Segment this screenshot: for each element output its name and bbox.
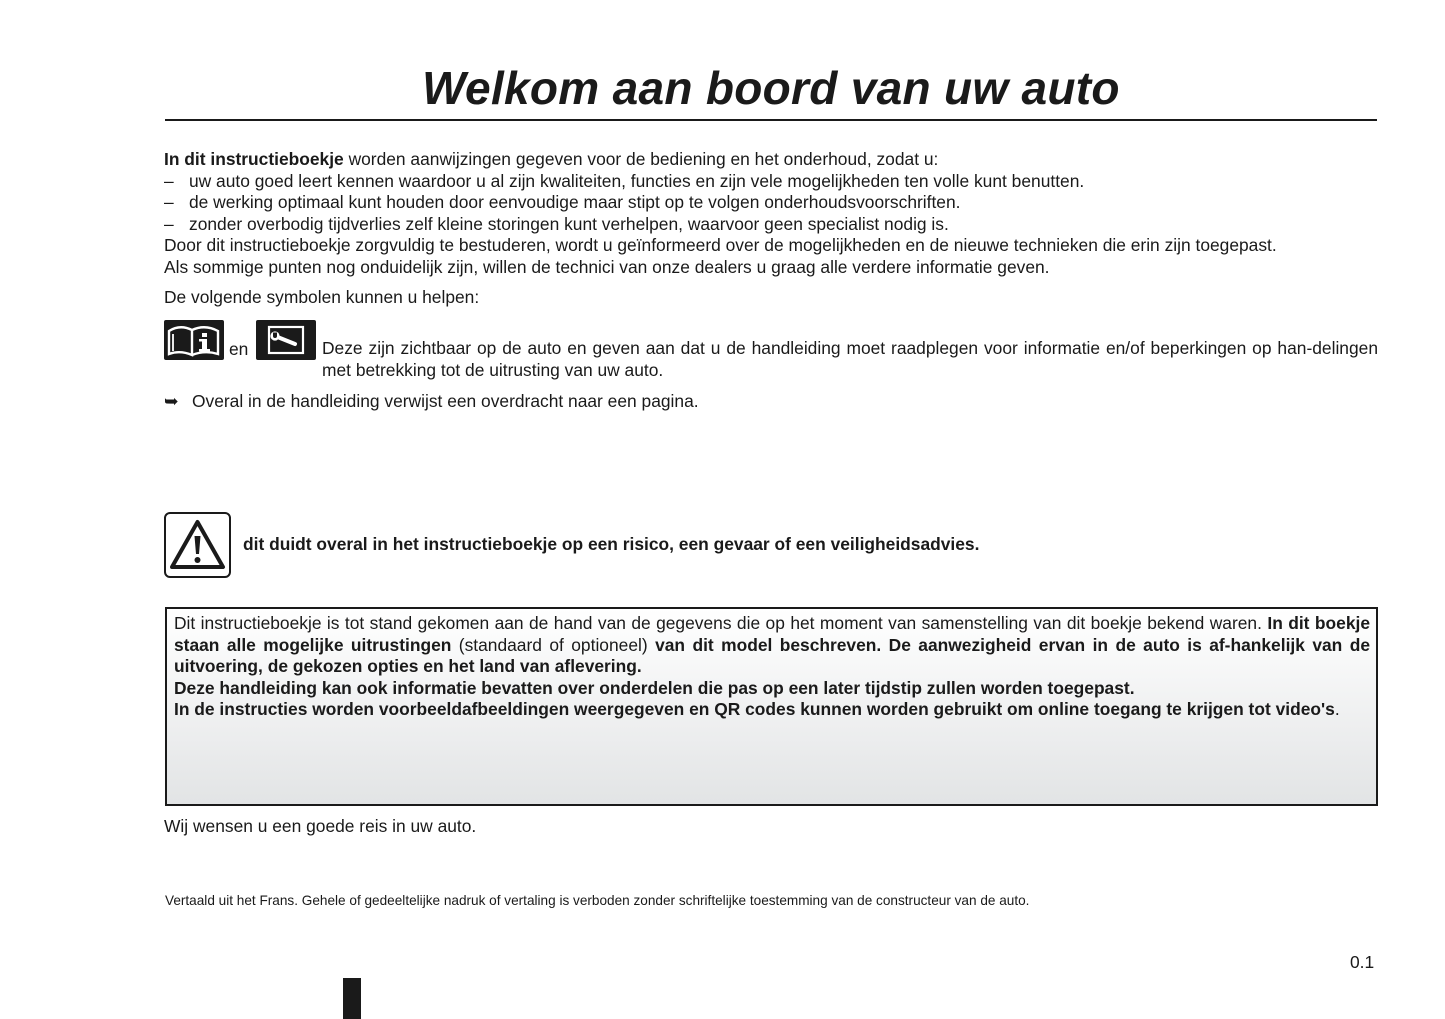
notice-paragraph-2 bbox=[174, 678, 1370, 700]
page-title: Welkom aan boord van uw auto bbox=[422, 62, 1120, 114]
page-reference-text: Overal in de handleiding verwijst een overdracht naar een pagina. bbox=[192, 391, 699, 411]
book-info-icon bbox=[164, 320, 224, 360]
list-item bbox=[164, 192, 1380, 214]
intro-section bbox=[164, 149, 1380, 278]
intro-lead-rest: worden aanwijzingen gegeven voor de bediening en het onderhoud, zodat u: bbox=[343, 149, 939, 169]
dash-marker: – bbox=[164, 213, 174, 234]
bullet-text: de werking optimaal kunt houden door eenvoudige maar stipt op te volgen onderhoudsvoorschriften. bbox=[189, 192, 961, 212]
symbols-connector: en bbox=[229, 339, 249, 359]
dash-marker: – bbox=[164, 170, 174, 191]
notice-bold-text: van dit model beschreven. De aanwezigheid ervan in de auto is af-hankelijk van de uitvoering, de gekozen opties en het land van aflevering. bbox=[174, 634, 1370, 676]
arrow-icon: ➥ bbox=[164, 391, 179, 411]
closing-wish: Wij wensen u een goede reis in uw auto. bbox=[164, 816, 477, 836]
title-divider bbox=[165, 119, 1377, 121]
notice-text: (standaard of optioneel) bbox=[451, 634, 656, 655]
intro-line-1: Door dit instructieboekje zorgvuldig te bestuderen, wordt u geïnformeerd over de mogelijkheden en de nieuwe technieken die erin zijn toegepast. bbox=[164, 235, 1277, 255]
notice-box bbox=[165, 607, 1378, 806]
notice-bold-text: In dit boekje staan alle mogelijke uitrustingen bbox=[174, 613, 1370, 655]
section-thumb-tab bbox=[343, 978, 361, 1019]
bullet-text: uw auto goed leert kennen waardoor u al zijn kwaliteiten, functies en zijn vele mogelijkheden ten volle kunt benutten. bbox=[189, 170, 1085, 191]
symbols-intro: De volgende symbolen kunnen u helpen: bbox=[164, 287, 480, 307]
symbols-description: Deze zijn zichtbaar op de auto en geven aan dat u de handleiding moet raadplegen voor informatie en/of beperkingen op han-delingen met betrekking tot de uitrusting van uw auto. bbox=[322, 338, 1378, 380]
warning-triangle-icon bbox=[164, 512, 231, 578]
notice-paragraph-3 bbox=[174, 699, 1370, 721]
notice-paragraph-1 bbox=[174, 613, 1370, 678]
bullet-text: zonder overbodig tijdverlies zelf kleine storingen kunt verhelpen, waarvoor geen specialist nodig is. bbox=[189, 213, 949, 234]
list-item bbox=[164, 214, 1380, 236]
intro-line-2: Als sommige punten nog onduidelijk zijn, willen de technici van onze dealers u graag alle verdere informatie geven. bbox=[164, 256, 1050, 277]
wrench-icon bbox=[256, 320, 316, 360]
page-number: 0.1 bbox=[1350, 952, 1375, 972]
page-reference-note bbox=[164, 391, 699, 413]
symbols-row bbox=[164, 320, 1380, 380]
intro-lead-bold: In dit instructieboekje bbox=[164, 149, 344, 169]
intro-lead bbox=[164, 149, 1380, 171]
list-item bbox=[164, 171, 1380, 193]
warning-text: dit duidt overal in het instructieboekje op een risico, een gevaar of een veiligheidsadvies. bbox=[243, 534, 980, 554]
translation-footnote: Vertaald uit het Frans. Gehele of gedeeltelijke nadruk of vertaling is verboden zonder schriftelijke toestemming van de constructeur van de auto. bbox=[165, 893, 1030, 908]
notice-text: . bbox=[1334, 699, 1340, 719]
notice-bold-text: In de instructies worden voorbeeldafbeeldingen weergegeven en QR codes kunnen worden gebruikt om online toegang te krijgen tot video's bbox=[174, 699, 1335, 719]
notice-bold-text: Deze handleiding kan ook informatie bevatten over onderdelen die pas op een later tijdstip zullen worden toegepast. bbox=[174, 677, 1135, 698]
dash-marker: – bbox=[164, 192, 174, 212]
notice-text: Dit instructieboekje is tot stand gekomen aan de hand van de gegevens die op het moment van samenstelling van dit boekje bekend waren. bbox=[174, 613, 1268, 633]
